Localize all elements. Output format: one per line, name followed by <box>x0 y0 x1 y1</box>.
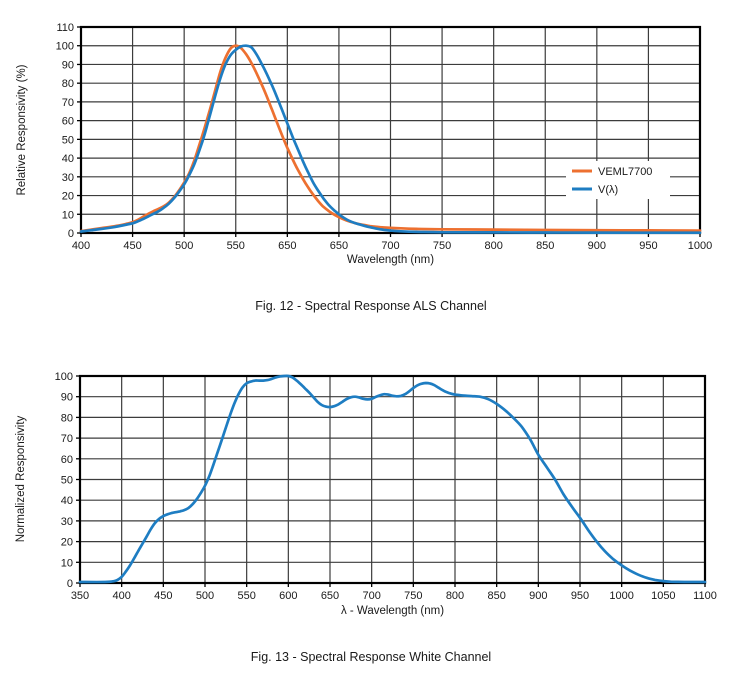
x-tick-label: 450 <box>123 240 142 252</box>
x-tick-label: 1000 <box>687 240 713 252</box>
x-tick-label: 550 <box>237 590 256 602</box>
y-tick-label: 10 <box>60 557 73 570</box>
y-tick-label: 60 <box>60 453 73 466</box>
x-tick-label: 650 <box>278 240 297 252</box>
x-tick-label: 650 <box>320 590 340 602</box>
legend-label: V(λ) <box>598 184 619 196</box>
fig12-x-axis-label: Wavelength (nm) <box>346 254 435 266</box>
y-tick-label: 50 <box>61 134 74 147</box>
x-tick-label: 850 <box>487 590 506 602</box>
fig12-y-axis-label: Relative Responsivity (%) <box>16 64 28 196</box>
x-tick-label: 350 <box>70 590 90 602</box>
x-tick-label: 950 <box>639 240 658 252</box>
x-tick-label: 650 <box>329 240 349 252</box>
fig13-y-axis-label: Normalized Responsivity <box>15 415 27 543</box>
y-tick-label: 10 <box>61 209 74 222</box>
x-tick-label: 500 <box>195 590 215 602</box>
y-tick-label: 70 <box>61 96 74 109</box>
fig12-caption: Fig. 12 - Spectral Response ALS Channel <box>255 299 487 313</box>
y-tick-label: 20 <box>61 190 74 203</box>
x-tick-label: 1100 <box>693 590 717 602</box>
x-tick-label: 400 <box>112 590 131 602</box>
y-tick-label: 0 <box>66 578 73 590</box>
x-tick-label: 950 <box>570 590 590 602</box>
x-tick-label: 800 <box>484 240 503 252</box>
x-tick-label: 550 <box>226 240 245 252</box>
y-tick-label: 30 <box>60 515 73 528</box>
x-tick-label: 850 <box>536 240 555 252</box>
y-tick-label: 30 <box>61 171 74 184</box>
y-tick-label: 60 <box>61 115 74 128</box>
y-tick-label: 110 <box>56 22 74 34</box>
x-tick-label: 700 <box>362 590 381 602</box>
x-tick-label: 700 <box>381 240 400 252</box>
x-tick-label: 400 <box>71 240 91 252</box>
x-tick-label: 500 <box>174 240 194 252</box>
legend-label: VEML7700 <box>598 166 653 178</box>
y-tick-label: 90 <box>61 59 74 72</box>
x-tick-label: 1000 <box>609 590 634 602</box>
y-tick-label: 50 <box>60 474 73 487</box>
y-tick-label: 40 <box>61 153 74 166</box>
x-tick-label: 750 <box>432 240 452 252</box>
x-tick-label: 600 <box>279 590 298 602</box>
y-tick-label: 80 <box>61 78 74 91</box>
y-tick-label: 90 <box>60 391 73 404</box>
y-tick-label: 70 <box>60 433 73 446</box>
x-tick-label: 900 <box>587 240 607 252</box>
x-tick-label: 900 <box>529 590 548 602</box>
fig13-x-axis-label: λ - Wavelength (nm) <box>340 605 445 617</box>
y-tick-label: 100 <box>55 40 74 53</box>
y-tick-label: 100 <box>54 371 73 383</box>
y-tick-label: 0 <box>67 228 74 240</box>
x-tick-label: 450 <box>154 590 173 602</box>
y-tick-label: 80 <box>60 412 73 425</box>
x-tick-label: 1050 <box>651 590 676 602</box>
y-tick-label: 40 <box>60 495 73 508</box>
x-tick-label: 800 <box>445 590 465 602</box>
fig13-caption: Fig. 13 - Spectral Response White Channel <box>250 650 492 664</box>
x-tick-label: 750 <box>404 590 423 602</box>
y-tick-label: 20 <box>60 536 73 549</box>
